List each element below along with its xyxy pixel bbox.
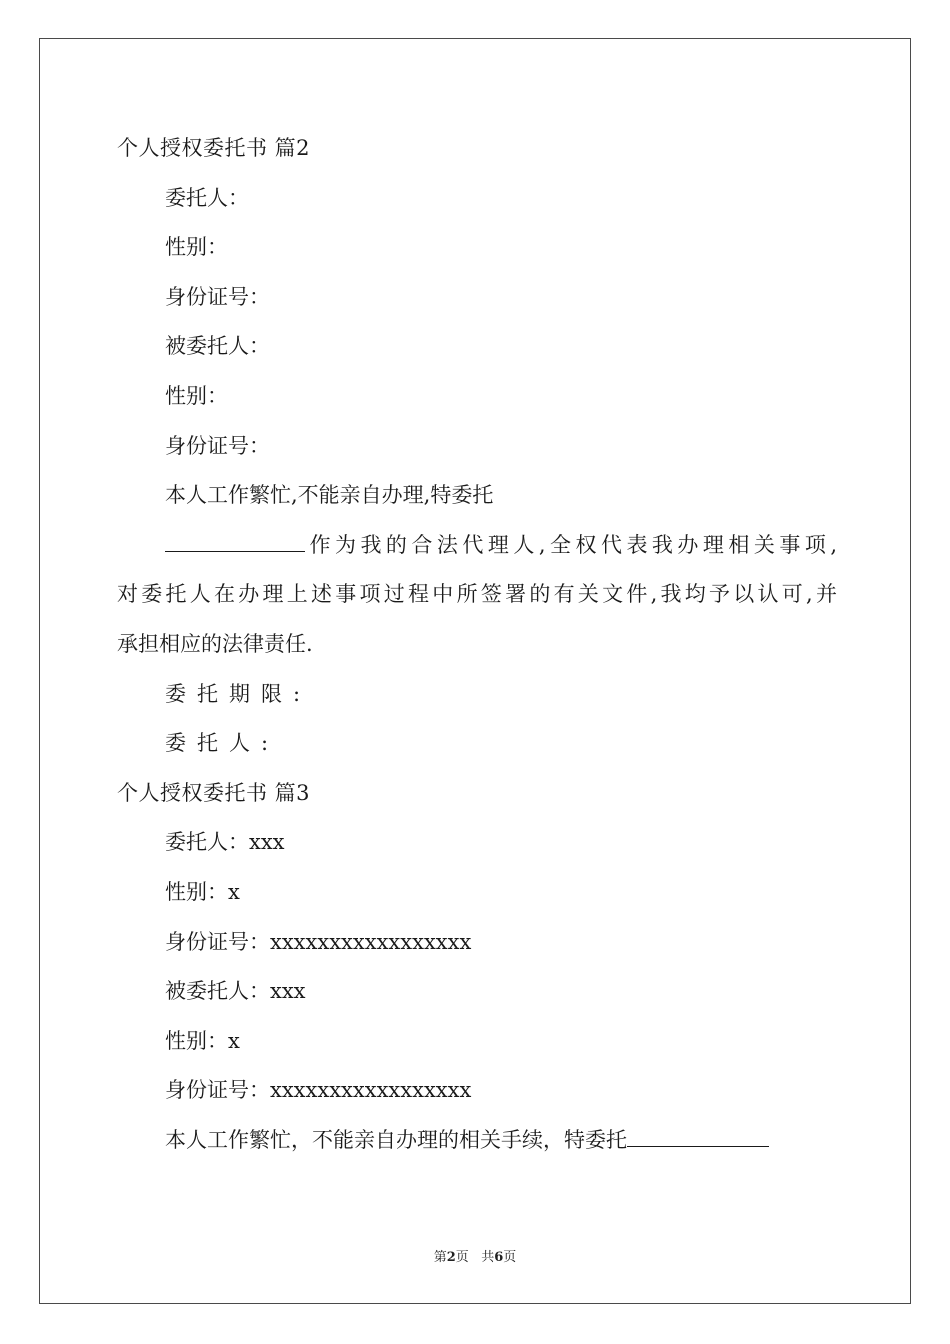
blank-underline (165, 537, 305, 552)
blank-underline (627, 1132, 769, 1147)
paragraph-intro: 本人工作繁忙,不能亲自办理,特委托 (165, 483, 494, 508)
section-title: 个人授权委托书 篇3 (117, 780, 311, 805)
total-page-count: 6 (494, 1250, 504, 1265)
paragraph-intro (117, 1116, 837, 1166)
paragraph-text: 本人工作繁忙，不能亲自办理的相关手续，特委托 (165, 1127, 627, 1152)
field-gender: 性别：x (165, 879, 240, 904)
field-term: 委托期限: (165, 681, 312, 706)
current-page-number: 2 (446, 1250, 456, 1265)
footer-total-prefix: 共 (481, 1250, 495, 1265)
paragraph-line (117, 521, 837, 571)
field-agent: 被委托人：xxx (165, 979, 306, 1004)
footer-page-suffix: 页 (455, 1250, 469, 1265)
field-id-number: 身份证号： (165, 284, 270, 309)
paragraph-line: 对委托人在办理上述事项过程中所签署的有关文件,我均予以认可,并 (117, 582, 837, 607)
field-principal-signature: 委托人: (165, 731, 280, 756)
page-footer (0, 1246, 950, 1265)
field-principal: 委托人：xxx (165, 830, 285, 855)
field-gender: 性别： (165, 235, 228, 260)
field-principal: 委托人： (165, 185, 249, 210)
field-id-number: 身份证号：xxxxxxxxxxxxxxxxx (165, 929, 472, 954)
paragraph-line: 承担相应的法律责任. (117, 631, 313, 656)
footer-prefix: 第 (433, 1250, 447, 1265)
paragraph-text: 作为我的合法代理人,全权代表我办理相关事项, (305, 532, 837, 557)
field-agent-id-number: 身份证号： (165, 433, 270, 458)
field-agent-gender: 性别： (165, 383, 228, 408)
footer-total-suffix: 页 (503, 1250, 517, 1265)
document-body (117, 124, 837, 1165)
section-title: 个人授权委托书 篇2 (117, 136, 311, 160)
field-agent-id-number: 身份证号：xxxxxxxxxxxxxxxxx (165, 1078, 472, 1103)
field-agent-gender: 性别：x (165, 1028, 240, 1053)
field-agent: 被委托人： (165, 334, 270, 359)
